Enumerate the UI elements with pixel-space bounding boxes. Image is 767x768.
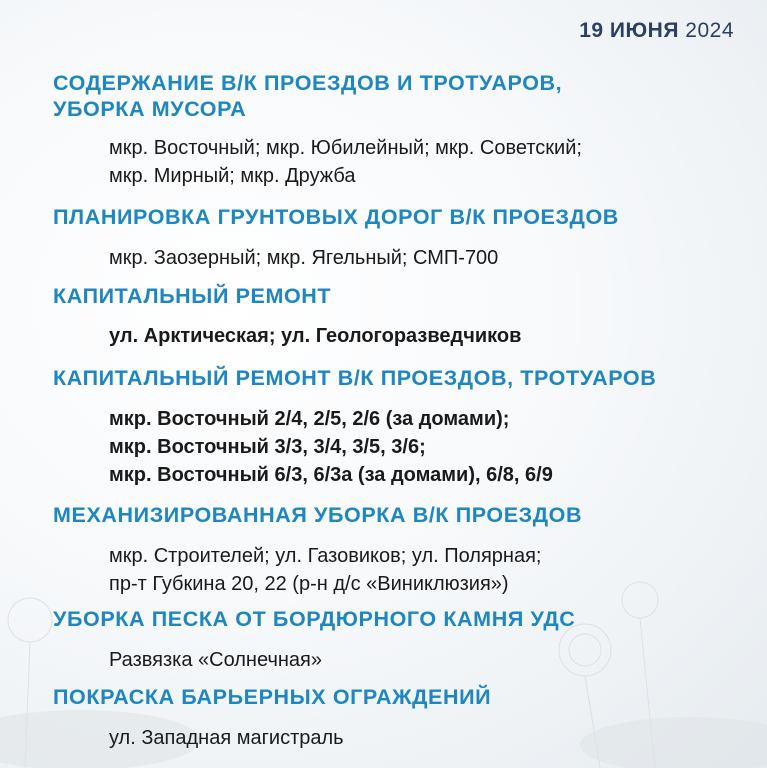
section-heading: ПОКРАСКА БАРЬЕРНЫХ ОГРАЖДЕНИЙ: [53, 685, 492, 709]
address-line: пр-т Губкина 20, 22 (р-н д/с «Виниклюзия»): [109, 573, 509, 595]
address-line: мкр. Мирный; мкр. Дружба: [109, 165, 356, 187]
address-line: Развязка «Солнечная»: [109, 649, 322, 671]
address-line: мкр. Восточный; мкр. Юбилейный; мкр. Советский;: [109, 137, 582, 159]
address-line: мкр. Заозерный; мкр. Ягельный; СМП-700: [109, 247, 499, 269]
section-heading: УБОРКА ПЕСКА ОТ БОРДЮРНОГО КАМНЯ УДС: [53, 607, 576, 631]
work-section: [53, 365, 656, 489]
section-heading: КАПИТАЛЬНЫЙ РЕМОНТ: [53, 284, 332, 308]
work-section: [53, 70, 582, 190]
address-line: ул. Арктическая; ул. Геологоразведчиков: [109, 325, 522, 347]
address-line: мкр. Строителей; ул. Газовиков; ул. Полярная;: [109, 545, 542, 567]
work-section: [53, 502, 582, 598]
section-addresses: [109, 322, 521, 350]
address-line: мкр. Восточный 3/3, 3/4, 3/5, 3/6;: [109, 436, 426, 458]
section-addresses: [109, 244, 619, 272]
section-addresses: [109, 724, 491, 752]
address-line: мкр. Восточный 6/3, 6/3а (за домами), 6/8, 6/9: [109, 464, 553, 486]
date-day: 19 ИЮНЯ: [579, 19, 679, 42]
section-addresses: [109, 542, 582, 598]
section-heading: СОДЕРЖАНИЕ В/К ПРОЕЗДОВ И ТРОТУАРОВ, УБОРКА МУСОРА: [53, 71, 563, 121]
date-label: [579, 19, 734, 43]
section-addresses: [109, 134, 582, 190]
section-heading: КАПИТАЛЬНЫЙ РЕМОНТ В/К ПРОЕЗДОВ, ТРОТУАРОВ: [53, 366, 657, 390]
address-line: мкр. Восточный 2/4, 2/5, 2/6 (за домами);: [109, 408, 510, 430]
work-section: [53, 204, 619, 272]
address-line: ул. Западная магистраль: [109, 727, 344, 749]
section-addresses: [109, 405, 656, 489]
section-heading: ПЛАНИРОВКА ГРУНТОВЫХ ДОРОГ В/К ПРОЕЗДОВ: [53, 205, 619, 229]
work-section: [53, 283, 521, 350]
section-addresses: [109, 646, 575, 674]
date-year: 2024: [685, 19, 734, 42]
work-section: [53, 606, 575, 674]
work-section: [53, 684, 491, 752]
section-heading: МЕХАНИЗИРОВАННАЯ УБОРКА В/К ПРОЕЗДОВ: [53, 503, 583, 527]
